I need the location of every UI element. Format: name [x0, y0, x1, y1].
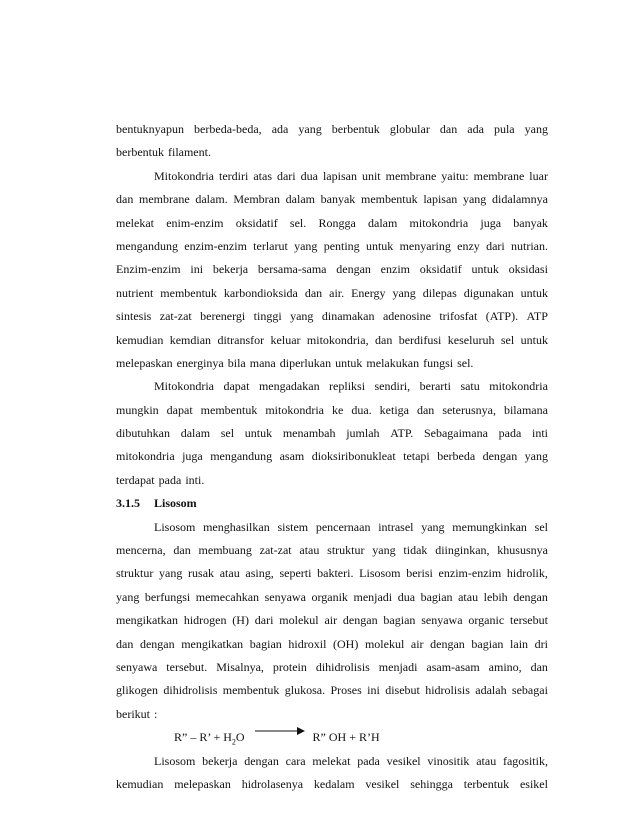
word: melekat: [116, 215, 154, 230]
word: mengikatkan: [181, 636, 244, 651]
word: dan: [116, 636, 134, 651]
word: Sebagaimana: [423, 426, 488, 441]
word: unit: [361, 168, 381, 183]
word: mengandung: [210, 449, 273, 464]
word: air.: [329, 285, 345, 300]
word: sel: [534, 519, 548, 534]
word: Lisosom: [154, 519, 196, 534]
word: mengadakan: [258, 379, 320, 394]
word: sel.: [457, 355, 474, 370]
word: dengan: [513, 589, 548, 604]
word: menyaring: [399, 238, 451, 253]
word: ada: [271, 122, 289, 136]
word: sel: [500, 332, 515, 347]
word: dua.: [351, 402, 372, 417]
word: dalam: [180, 426, 211, 441]
text-line: [116, 609, 548, 632]
word: (OH): [333, 636, 359, 651]
word: esikel: [519, 776, 548, 791]
word: oksidasi: [508, 262, 548, 277]
word: sel.: [289, 215, 307, 230]
word: yaitu:: [441, 168, 469, 183]
word: zat-zat: [259, 543, 292, 558]
word: pada: [357, 753, 380, 768]
word: vesikel: [365, 776, 400, 791]
word: dan: [530, 659, 548, 674]
word: dan: [304, 285, 323, 300]
word: dan: [116, 192, 134, 207]
word: dalam: [368, 215, 398, 230]
word: mitokondria: [265, 402, 324, 417]
word: mengikatkan: [116, 613, 178, 628]
text-line: [116, 679, 548, 702]
word: terdiri: [219, 168, 249, 183]
word: memecahkan: [195, 589, 260, 604]
word: atas: [253, 168, 272, 183]
word: inti.: [185, 472, 205, 487]
word: tetapi: [403, 449, 430, 464]
word: ini: [190, 262, 204, 277]
text-line: [116, 305, 548, 328]
word: bakteri.: [317, 566, 354, 581]
word: terdapat: [116, 472, 155, 487]
word: air: [324, 613, 338, 628]
word: hidrolik,: [506, 566, 548, 581]
word: dihidrolisis: [315, 659, 370, 674]
word: membrane: [139, 192, 190, 207]
word: yang: [524, 449, 548, 464]
word: atau: [299, 543, 320, 558]
word: struktur: [116, 566, 154, 581]
word: dengan: [336, 262, 371, 277]
text-line: [116, 118, 548, 141]
word: sendiri,: [374, 379, 411, 394]
word: melekat: [312, 753, 351, 768]
word: bekerja: [212, 262, 249, 277]
word: yang: [294, 238, 318, 253]
word: :: [154, 706, 158, 721]
word: sistem: [277, 519, 309, 534]
word: kemudian: [116, 332, 164, 347]
word: kemdian: [169, 332, 212, 347]
text-line: [116, 188, 548, 211]
word: atau: [476, 753, 497, 768]
word: Mitokondria: [154, 379, 214, 394]
word: dua: [397, 589, 416, 604]
word: vesikel: [386, 753, 421, 768]
word: vinositik: [427, 753, 470, 768]
word: inti: [531, 426, 548, 441]
word: Misalnya,: [216, 659, 264, 674]
text-line: [116, 656, 548, 679]
text-line: [116, 703, 548, 726]
word: amino,: [488, 659, 522, 674]
word: dapat: [223, 379, 250, 394]
word: diperlukan: [279, 355, 332, 370]
word: (H): [232, 613, 249, 628]
word: tidak: [403, 543, 428, 558]
word: luar: [529, 168, 548, 183]
word: mitokondria: [489, 379, 548, 394]
section-heading: [116, 492, 548, 515]
word: dua: [300, 168, 318, 183]
word: didalamnya: [491, 192, 548, 207]
paragraph-first-line: [116, 165, 548, 188]
word: pencernaan: [315, 519, 371, 534]
reaction-formula: [116, 726, 548, 749]
word: dalam: [285, 192, 315, 207]
word: mana: [249, 355, 276, 370]
text-line: [116, 141, 548, 164]
word: zat-zat: [159, 309, 192, 324]
word: tersebut.: [166, 659, 208, 674]
word: terbentuk: [463, 776, 510, 791]
word: bilamana: [503, 402, 548, 417]
word: berdifusi: [398, 332, 442, 347]
word: dari: [276, 168, 296, 183]
word: organic: [468, 613, 505, 628]
word: ATP: [526, 309, 548, 324]
word: dan: [416, 402, 435, 417]
text-line: [116, 235, 548, 258]
word: senyawa: [264, 589, 306, 604]
word: melakukan: [366, 355, 420, 370]
word: membentuk: [222, 683, 280, 698]
text-line: [116, 212, 548, 235]
word: dri: [534, 636, 548, 651]
arrow-right-icon: [255, 726, 305, 736]
word: enzim-enzim: [438, 566, 502, 581]
word: ke: [332, 402, 344, 417]
word: untuk: [471, 262, 499, 277]
word: yang: [392, 285, 416, 300]
word: oksidatif: [419, 262, 462, 277]
word: dan: [375, 332, 393, 347]
word: nutrient: [116, 285, 154, 300]
word: nutrian.: [511, 238, 548, 253]
word: glikogen: [116, 683, 158, 698]
word: fungsi: [423, 355, 454, 370]
word: banyak: [513, 215, 548, 230]
word: bagian: [420, 589, 453, 604]
word: berarti: [419, 379, 451, 394]
word: yang: [298, 122, 322, 136]
text-line: [116, 586, 548, 609]
word: mitokondria: [409, 215, 469, 230]
word: Lisosom: [359, 566, 401, 581]
word: memungkinkan: [452, 519, 527, 534]
word: ATP.: [390, 426, 414, 441]
word: senyawa: [116, 659, 158, 674]
word: bentuknyapun: [116, 122, 184, 136]
word: tinggi: [253, 309, 282, 324]
formula-reactants: R” – R’ + $H_2O$: [174, 730, 245, 747]
word: pula: [493, 122, 515, 136]
word: berbeda-beda,: [194, 122, 262, 136]
word: adalah: [475, 683, 507, 698]
word: molekul: [364, 636, 405, 651]
word: membentuk: [200, 402, 258, 417]
word: kemudian: [116, 776, 164, 791]
word: juga: [182, 449, 203, 464]
word: dinamakan: [321, 309, 375, 324]
word: seperti: [279, 566, 312, 581]
word: ketiga: [379, 402, 409, 417]
word: juga: [480, 215, 502, 230]
text-line: [116, 399, 548, 422]
word: menjadi: [378, 659, 418, 674]
word: mencerna,: [116, 543, 166, 558]
word: dengan: [139, 636, 175, 651]
word: mitokondria: [116, 449, 175, 464]
word: (ATP).: [485, 309, 519, 324]
word: air: [410, 636, 424, 651]
word: berikut: [116, 706, 150, 721]
word: membrane: [473, 168, 525, 183]
word: berbentuk: [331, 122, 380, 136]
word: jumlah: [346, 426, 380, 441]
word: berenergi: [200, 309, 246, 324]
text-line: [116, 445, 548, 468]
word: mitokondria,: [306, 332, 369, 347]
word: menambah: [282, 426, 336, 441]
word: dengan: [430, 636, 465, 651]
word: fagositik,: [502, 753, 548, 768]
text-line: [116, 422, 548, 445]
word: asam: [279, 449, 305, 464]
word: dalam.: [195, 192, 228, 207]
paragraph-first-line: [116, 750, 548, 773]
word: karbondioksida: [223, 285, 298, 300]
word: oksidatif: [235, 215, 278, 230]
word: sebagai: [511, 683, 548, 698]
paragraph-first-line: [116, 516, 548, 539]
word: asing,: [245, 566, 274, 581]
word: filament.: [167, 145, 211, 160]
word: lebih: [483, 589, 508, 604]
word: ditransfor: [217, 332, 265, 347]
word: lapisan: [322, 168, 357, 183]
word: enzim-enzim: [184, 238, 247, 253]
word: hidrolasenya: [241, 776, 304, 791]
word: penting: [323, 238, 360, 253]
word: pada: [158, 472, 182, 487]
word: membrane: [385, 168, 437, 183]
word: keseluruh: [447, 332, 495, 347]
text-line: [116, 352, 548, 375]
word: disebut: [385, 683, 420, 698]
word: Rongga: [318, 215, 356, 230]
word: digunakan: [463, 285, 514, 300]
word: Energy: [351, 285, 386, 300]
word: Lisosom: [154, 753, 196, 768]
word: untuk: [335, 355, 363, 370]
word: molekul: [279, 613, 319, 628]
word: enzim: [380, 262, 410, 277]
word: untuk: [520, 332, 548, 347]
word: keluar: [270, 332, 301, 347]
word: bagian: [383, 613, 416, 628]
word: berisi: [406, 566, 433, 581]
text-line: [116, 258, 548, 281]
word: melepaskan: [174, 776, 231, 791]
word: dengan: [342, 613, 378, 628]
word: bagian: [249, 636, 282, 651]
word: adenosine: [382, 309, 431, 324]
word: Proses: [330, 683, 362, 698]
word: yang: [524, 122, 548, 136]
word: dapat: [166, 402, 193, 417]
word: dan: [173, 543, 191, 558]
word: mengandung: [116, 238, 178, 253]
word: melepaskan: [116, 355, 173, 370]
word: repliksi: [329, 379, 366, 394]
word: kedalam: [313, 776, 355, 791]
word: dioksiribonukleat: [311, 449, 396, 464]
text-line: [116, 562, 548, 585]
formula-products: R” OH + R’H: [312, 730, 380, 745]
text-line: [116, 773, 548, 796]
word: yang: [290, 309, 314, 324]
word: yang: [421, 519, 445, 534]
word: untuk: [365, 238, 394, 253]
word: asam-asam: [426, 659, 480, 674]
word: pada: [498, 426, 522, 441]
word: organik: [311, 589, 348, 604]
word: Membran: [233, 192, 280, 207]
word: trifosfat: [439, 309, 478, 324]
word: struktur: [327, 543, 365, 558]
word: dengan: [244, 753, 279, 768]
word: enim-enzim: [166, 215, 224, 230]
word: bersama-sama: [257, 262, 327, 277]
page-content: [116, 118, 548, 796]
word: glukosa.: [284, 683, 326, 698]
word: yang: [116, 589, 140, 604]
word: senyawa: [421, 613, 463, 628]
word: sintesis: [116, 309, 152, 324]
word: hidroxil: [288, 636, 327, 651]
text-line: [116, 633, 548, 656]
word: globular: [389, 122, 430, 136]
word: dengan: [482, 449, 518, 464]
word: menghasilkan: [203, 519, 270, 534]
word: dilepas: [422, 285, 457, 300]
word: membentuk: [160, 285, 217, 300]
word: dari: [254, 613, 274, 628]
word: membentuk: [360, 192, 418, 207]
word: lapisan: [423, 192, 458, 207]
word: menjadi: [353, 589, 393, 604]
word: ada: [467, 122, 484, 136]
word: banyak: [320, 192, 356, 207]
word: Mitokondria: [154, 168, 214, 183]
word: berbeda: [437, 449, 476, 464]
word: berfungsi: [144, 589, 191, 604]
word: hidrogen: [183, 613, 227, 628]
text-line: [116, 329, 548, 352]
word: tersebut: [509, 613, 548, 628]
word: untuk: [244, 426, 273, 441]
word: Enzim-enzim: [116, 262, 181, 277]
word: khususnya: [497, 543, 548, 558]
word: enzy: [457, 238, 480, 253]
section-title: Lisosom: [154, 496, 197, 511]
word: terlarut: [253, 238, 288, 253]
word: membuang: [198, 543, 252, 558]
text-line: [116, 282, 548, 305]
text-line: [116, 539, 548, 562]
word: dihidrolisis: [163, 683, 218, 698]
word: bekerja: [202, 753, 238, 768]
section-number: 3.1.5: [116, 496, 140, 511]
word: rusak: [188, 566, 215, 581]
word: satu: [460, 379, 480, 394]
word: dan: [439, 122, 458, 136]
word: cara: [285, 753, 306, 768]
word: hidrolisis: [425, 683, 470, 698]
word: sehingga: [410, 776, 453, 791]
word: mungkin: [116, 402, 159, 417]
word: untuk: [520, 285, 548, 300]
word: energinya: [176, 355, 224, 370]
word: sel: [220, 426, 235, 441]
word: lain: [510, 636, 529, 651]
paragraph-first-line: [116, 375, 548, 398]
word: ini: [367, 683, 380, 698]
word: bila: [227, 355, 246, 370]
word: yang: [372, 543, 396, 558]
text-line: [116, 469, 548, 492]
word: bagian: [471, 636, 504, 651]
word: yang: [462, 192, 487, 207]
word: atau: [219, 566, 240, 581]
word: atau: [458, 589, 479, 604]
word: dari: [486, 238, 505, 253]
word: berbentuk: [116, 145, 164, 160]
word: seterusnya,: [442, 402, 496, 417]
word: dibutuhkan: [116, 426, 170, 441]
word: intrasel: [378, 519, 414, 534]
word: protein: [272, 659, 307, 674]
word: yang: [159, 566, 183, 581]
word: diinginkan,: [435, 543, 490, 558]
